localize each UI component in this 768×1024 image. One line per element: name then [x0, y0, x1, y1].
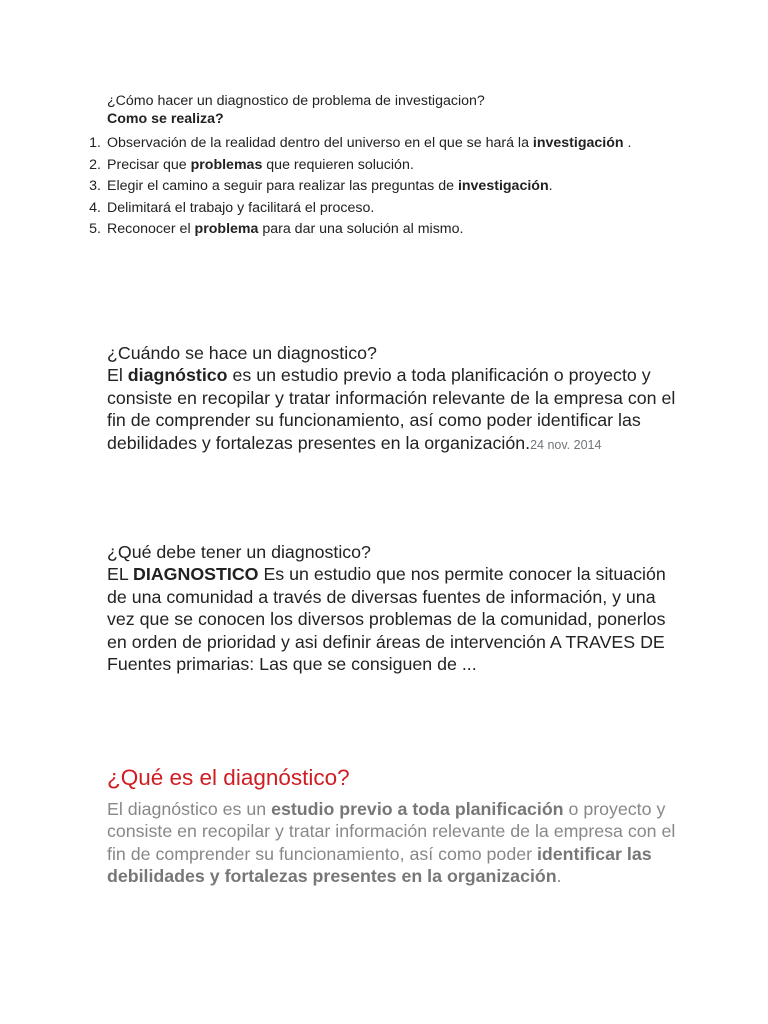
subheading-como-se-realiza: Como se realiza?: [107, 111, 224, 127]
list-item: [89, 156, 667, 174]
paragraph-que-debe-tener: [107, 563, 687, 675]
paragraph-text: .: [556, 866, 562, 887]
question-cuando: ¿Cuándo se hace un diagnostico?: [107, 343, 377, 363]
section-cuando: [107, 342, 687, 456]
list-bold-text: problemas: [190, 156, 263, 173]
list-number: 2.: [89, 156, 101, 173]
section-que-es: [107, 764, 687, 888]
paragraph-cuando: [107, 364, 687, 456]
list-item: [89, 134, 667, 152]
paragraph-text: El diagnóstico es un: [107, 799, 272, 819]
list-item: [89, 177, 667, 195]
paragraph-text: o proyecto y consiste en recopilar y tratar información relevante de la empresa con el fin de comprender su funcionamiento, así como poder: [107, 799, 676, 864]
paragraph-bold-text: diagnóstico: [127, 365, 228, 386]
steps-list: [81, 134, 667, 238]
list-text: Elegir el camino a seguir para realizar las preguntas de: [107, 178, 458, 194]
section-como-hacer: [89, 92, 667, 242]
question-como-hacer: ¿Cómo hacer un diagnostico de problema de investigacion?: [107, 93, 485, 109]
list-bold-text: investigación: [457, 178, 549, 194]
paragraph-text: es un estudio previo a toda planificación o proyecto y consiste en recopilar y tratar información relevante de la empresa con el fin de comprender su funcionamiento, así como poder identificar las debilidades y fortalezas presentes en la organización.: [107, 365, 676, 453]
paragraph-text: Es un estudio que nos permite conocer la situación de una comunidad a través de diversas fuentes de información, y una vez que se conocen los diversos problemas de la comunidad, ponerlos en orden de prioridad y asi definir áreas de intervención A TRAVES DE Fuentes primarias: Las que se consiguen de ...: [107, 564, 666, 675]
list-bold-text: investigación: [532, 135, 624, 151]
list-item: [89, 220, 667, 238]
list-bold-text: problema: [194, 221, 259, 237]
list-text: .: [623, 135, 632, 151]
paragraph-bold-text: identificar las debilidades y fortalezas presentes en la organización: [107, 843, 652, 887]
question-que-debe-tener: ¿Qué debe tener un diagnostico?: [107, 542, 371, 562]
list-number: 5.: [89, 221, 101, 237]
list-text: para dar una solución al mismo.: [258, 221, 464, 237]
list-text: Delimitará el trabajo y facilitará el proceso.: [107, 199, 375, 216]
list-text: que requieren solución.: [262, 156, 414, 173]
paragraph-bold-text: estudio previo a toda planificación: [271, 799, 564, 819]
heading-que-es: ¿Qué es el diagnóstico?: [107, 765, 350, 790]
section-que-debe-tener: [107, 541, 687, 675]
paragraph-bold-text: DIAGNOSTICO: [133, 564, 259, 585]
list-item: [89, 199, 667, 217]
paragraph-text: EL: [107, 564, 134, 585]
list-text: Observación de la realidad dentro del universo en el que se hará la: [107, 135, 533, 151]
date-label: 24 nov. 2014: [530, 437, 602, 452]
list-text: .: [548, 178, 553, 194]
list-number: 4.: [89, 199, 101, 216]
list-text: Reconocer el: [107, 221, 195, 237]
list-text: Precisar que: [107, 156, 191, 173]
list-number: 3.: [89, 178, 101, 194]
list-number: 1.: [89, 135, 101, 151]
paragraph-text: El: [107, 365, 128, 386]
paragraph-que-es: [107, 798, 687, 888]
